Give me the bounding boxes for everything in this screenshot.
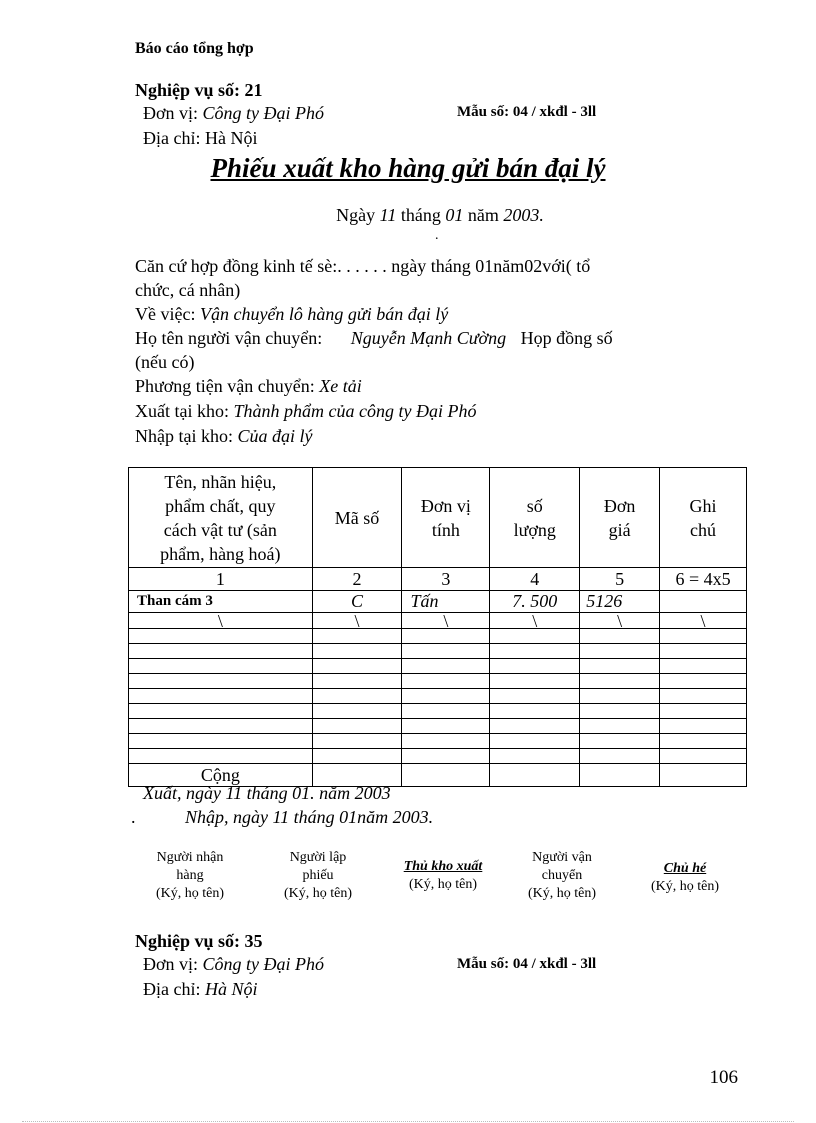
document-date (0, 205, 816, 226)
vehicle-value: Xe tải (319, 376, 362, 396)
section1-form-code: Mẫu số: 04 / xkđl - 3ll (457, 104, 597, 120)
col-number: 3 (402, 568, 490, 591)
report-header: Báo cáo tổng hợp (135, 40, 254, 57)
import-label: Nhập tại kho: (135, 426, 233, 446)
signature-receiver (140, 849, 240, 903)
carrier-label: Họ tên người vận chuyển: (135, 328, 323, 348)
unit-value: Công ty Đại Phó (202, 954, 325, 974)
carrier-line (135, 328, 613, 349)
table-row (129, 704, 747, 719)
section1-address-line (143, 128, 257, 149)
cell-quantity: 7. 500 (490, 591, 580, 613)
goods-table (128, 467, 747, 787)
header-price: Đơn giá (580, 468, 660, 568)
table-row (129, 689, 747, 704)
signature-preparer (268, 849, 368, 903)
sig-title: Người lập (289, 850, 347, 865)
table-row (129, 644, 747, 659)
header-note: Ghi chú (660, 468, 747, 568)
signature-owner (635, 860, 735, 896)
section1-number: 21 (244, 80, 263, 100)
sig-title: Chủ hé (663, 861, 707, 876)
contract-no-label: Họp đồng số (520, 328, 613, 348)
sig-title: phiếu (302, 868, 334, 883)
address-label: Địa chỉ: (143, 128, 201, 148)
table-row (129, 719, 747, 734)
date-day-label: Ngày (336, 205, 376, 225)
col-number: 4 (490, 568, 580, 591)
section2-form-code: Mẫu số: 04 / xkđl - 3ll (457, 956, 597, 972)
table-row (129, 674, 747, 689)
sig-title: Thủ kho xuất (403, 859, 483, 874)
date-day: 11 (379, 205, 397, 225)
sig-title: Người vận (532, 850, 592, 865)
unit-value: Công ty Đại Phó (202, 103, 325, 123)
section2-number: 35 (244, 931, 263, 951)
table-row (129, 629, 747, 644)
tick-cell: \ (312, 613, 402, 629)
section2-address-line (143, 979, 258, 1000)
section2-title (135, 931, 263, 952)
header-quantity: số lượng (490, 468, 580, 568)
import-date-prefix: . (131, 807, 136, 827)
export-label: Xuất tại kho: (135, 401, 229, 421)
import-line (135, 426, 312, 447)
sig-note: (Ký, họ tên) (408, 877, 478, 892)
sig-note: (Ký, họ tên) (527, 886, 597, 901)
table-row (129, 659, 747, 674)
section2-unit-line (143, 954, 324, 975)
section1-title-label: Nghiệp vụ số: (135, 80, 241, 100)
section1-unit-line (143, 103, 324, 124)
address-value: Hà Nội (204, 128, 258, 148)
import-date: Nhập, ngày 11 tháng 01năm 2003. (185, 807, 434, 827)
sig-title: chuyển (541, 868, 583, 883)
export-value: Thành phẩm của công ty Đại Phó (233, 401, 477, 421)
section1-title (135, 80, 263, 101)
header-unit: Đơn vị tính (402, 468, 490, 568)
table-row (129, 734, 747, 749)
carrier-value: Nguyễn Mạnh Cường (350, 328, 507, 348)
col-number: 5 (580, 568, 660, 591)
date-year: 2003. (503, 205, 544, 225)
about-value: Vận chuyển lô hàng gửi bán đại lý (199, 304, 449, 324)
tick-cell: \ (490, 613, 580, 629)
total-label: Cộng (129, 764, 313, 787)
tick-cell: \ (129, 613, 313, 629)
cell-note (660, 591, 747, 613)
export-date: Xuất, ngày 11 tháng 01. năm 2003 (143, 783, 391, 803)
table-row (129, 613, 747, 629)
sig-title: Người nhận (156, 850, 224, 865)
about-line (135, 304, 448, 325)
section2-title-label: Nghiệp vụ số: (135, 931, 241, 951)
signature-storekeeper (388, 858, 498, 894)
sig-note: (Ký, họ tên) (155, 886, 225, 901)
sig-note: (Ký, họ tên) (283, 886, 353, 901)
tick-cell: \ (660, 613, 747, 629)
table-row (129, 749, 747, 764)
unit-label: Đơn vị: (143, 954, 199, 974)
date-month-label: tháng (400, 205, 441, 225)
vehicle-line (135, 376, 362, 397)
header-item-name: Tên, nhãn hiệu, phẩm chất, quy cách vật tư (sản phẩm, hàng hoá) (129, 468, 313, 568)
page-bottom-rule (22, 1121, 794, 1122)
document-title: Phiếu xuất kho hàng gửi bán đại lý (210, 153, 606, 183)
sig-note: (Ký, họ tên) (650, 879, 720, 894)
contract-no-note: (nếu có) (135, 352, 195, 372)
column-number-row (129, 568, 747, 591)
date-month: 01 (445, 205, 464, 225)
col-number: 1 (129, 568, 313, 591)
tick-cell: \ (402, 613, 490, 629)
table-header-row (129, 468, 747, 568)
address-value: Hà Nội (204, 979, 258, 999)
contract-line-1: Căn cứ hợp đồng kinh tế sè:. . . . . . ngày tháng 01năm02với( tổ (135, 256, 591, 276)
cell-unit: Tấn (402, 591, 490, 613)
col-number: 6 = 4x5 (660, 568, 747, 591)
import-value: Của đại lý (237, 426, 313, 446)
col-number: 2 (312, 568, 402, 591)
signature-carrier (512, 849, 612, 903)
contract-line-2: chức, cá nhân) (135, 280, 241, 300)
unit-label: Đơn vị: (143, 103, 199, 123)
page-number: 106 (709, 1067, 738, 1088)
sig-title: hàng (176, 868, 204, 883)
header-code: Mã số (312, 468, 402, 568)
cell-code: C (312, 591, 402, 613)
export-line (135, 401, 476, 422)
about-label: Về việc: (135, 304, 196, 324)
cell-price: 5126 (580, 591, 660, 613)
table-row (129, 591, 747, 613)
tick-cell: \ (580, 613, 660, 629)
cell-item-name: Than cám 3 (129, 591, 313, 613)
address-label: Địa chỉ: (143, 979, 201, 999)
vehicle-label: Phương tiện vận chuyển: (135, 376, 315, 396)
date-dot: . (435, 228, 439, 243)
date-year-label: năm (467, 205, 499, 225)
